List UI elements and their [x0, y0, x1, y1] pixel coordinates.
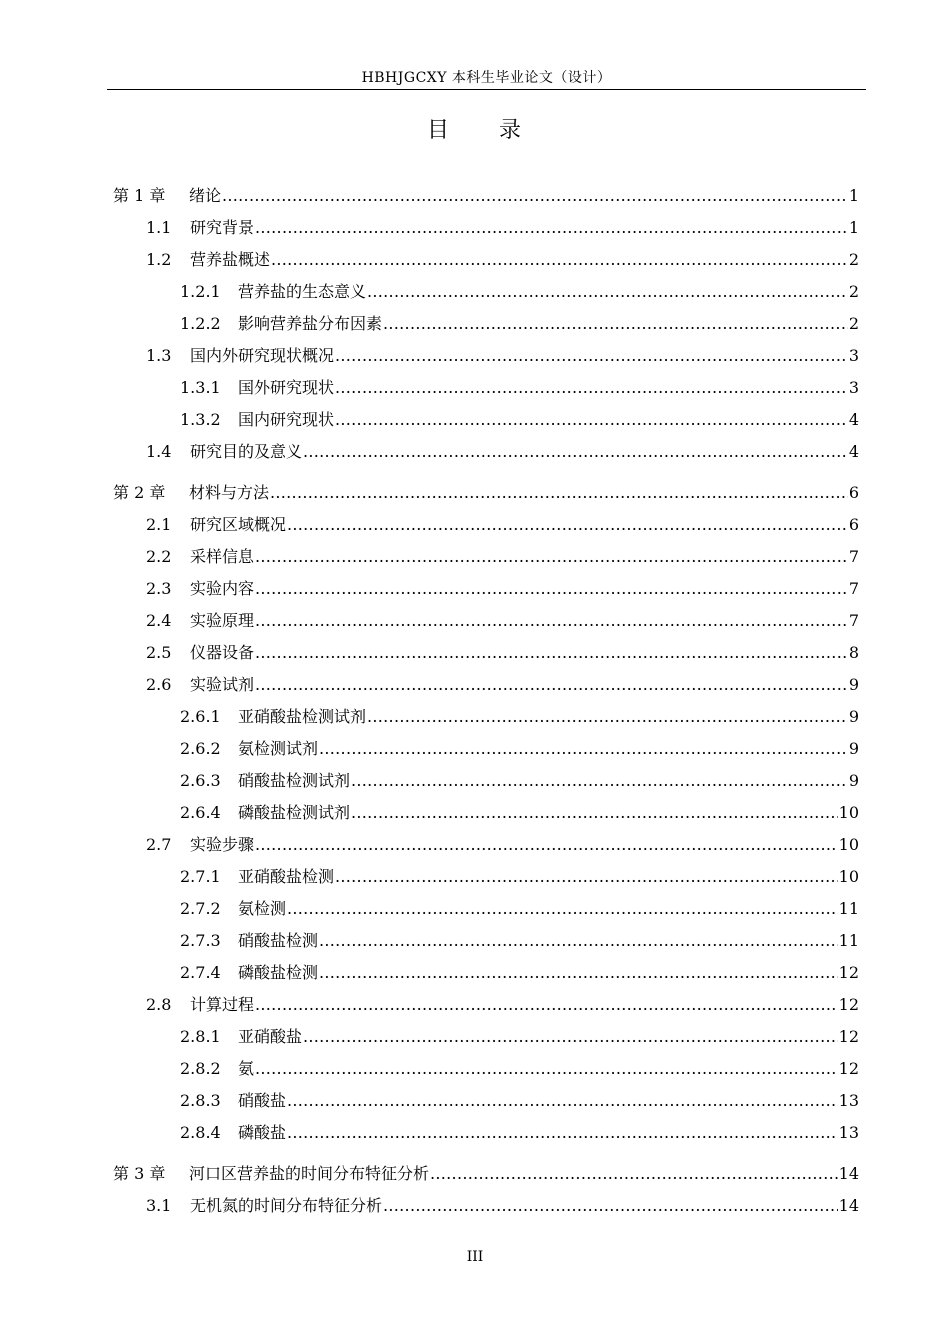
toc-entry[interactable] — [113, 1159, 859, 1185]
toc-entry-page: 11 — [838, 899, 859, 918]
toc-entry-page: 10 — [838, 803, 859, 822]
toc-entry-number: 1.2.2 — [180, 314, 221, 333]
toc-entry[interactable] — [180, 894, 859, 920]
toc-entry-title: 实验试剂 — [190, 675, 255, 694]
toc-entry-title: 氨 — [238, 1059, 255, 1078]
toc-entry-number: 1.3.1 — [180, 378, 221, 397]
toc-entry-title: 河口区营养盐的时间分布特征分析 — [189, 1164, 430, 1183]
toc-entry-page: 12 — [838, 995, 859, 1014]
toc-entry-number: 2.8.1 — [180, 1027, 221, 1046]
toc-entry-number: 2.8.4 — [180, 1123, 221, 1142]
toc-entry-page: 12 — [838, 1059, 859, 1078]
toc-entry[interactable] — [146, 341, 859, 367]
toc-entry[interactable] — [113, 181, 859, 207]
toc-entry-number: 2.1 — [146, 515, 172, 534]
toc-leader-dots — [303, 441, 848, 463]
toc-entry[interactable] — [146, 638, 859, 664]
toc-entry-page: 12 — [838, 1027, 859, 1046]
toc-entry-number: 第 2 章 — [113, 483, 166, 502]
toc-entry-title: 研究区域概况 — [190, 515, 287, 534]
toc-entry[interactable] — [180, 1086, 859, 1112]
toc-leader-dots — [430, 1163, 838, 1185]
toc-entry-title: 国内外研究现状概况 — [190, 346, 335, 365]
toc-entry-title: 实验步骤 — [190, 835, 255, 854]
toc-entry[interactable] — [180, 734, 859, 760]
toc-entry-title: 营养盐的生态意义 — [238, 282, 367, 301]
toc-entry-number: 2.2 — [146, 547, 172, 566]
toc-leader-dots — [335, 377, 848, 399]
toc-entry-number: 1.2.1 — [180, 282, 221, 301]
toc-leader-dots — [335, 866, 838, 888]
page-title: 目 录 — [426, 118, 523, 143]
toc-entry[interactable] — [180, 766, 859, 792]
toc-entry-title: 亚硝酸盐检测 — [238, 867, 335, 886]
toc-leader-dots — [287, 1090, 838, 1112]
toc-entry[interactable] — [146, 437, 859, 463]
toc-entry[interactable] — [146, 213, 859, 239]
toc-leader-dots — [255, 642, 848, 664]
toc-entry-title: 硝酸盐检测 — [238, 931, 319, 950]
toc-leader-dots — [319, 738, 848, 760]
toc-entry[interactable] — [180, 373, 859, 399]
toc-leader-dots — [255, 578, 848, 600]
toc-entry-page: 2 — [848, 314, 859, 333]
running-header: HBHJGCXY 本科生毕业论文（设计） — [361, 70, 612, 86]
toc-leader-dots — [319, 962, 838, 984]
toc-entry-title: 营养盐概述 — [190, 250, 271, 269]
toc-entry-title: 影响营养盐分布因素 — [238, 314, 383, 333]
toc-leader-dots — [383, 1195, 838, 1217]
toc-leader-dots — [255, 994, 838, 1016]
toc-entry-number: 2.6.4 — [180, 803, 221, 822]
toc-entry-title: 氨检测 — [238, 899, 287, 918]
toc-leader-dots — [222, 185, 848, 207]
toc-leader-dots — [319, 930, 838, 952]
toc-entry[interactable] — [180, 926, 859, 952]
toc-entry-page: 9 — [848, 739, 859, 758]
toc-entry[interactable] — [180, 1054, 859, 1080]
toc-entry-page: 7 — [848, 611, 859, 630]
toc-entry-number: 2.7.2 — [180, 899, 221, 918]
toc-entry-title: 氨检测试剂 — [238, 739, 319, 758]
toc-leader-dots — [351, 802, 838, 824]
toc-entry-page: 7 — [848, 547, 859, 566]
toc-entry[interactable] — [146, 574, 859, 600]
toc-entry-page: 13 — [838, 1123, 859, 1142]
toc-entry[interactable] — [146, 542, 859, 568]
toc-leader-dots — [367, 706, 848, 728]
toc-entry-number: 2.6.1 — [180, 707, 221, 726]
toc-entry-title: 研究目的及意义 — [190, 442, 303, 461]
toc-entry-page: 9 — [848, 771, 859, 790]
toc-entry-title: 亚硝酸盐 — [238, 1027, 303, 1046]
toc-entry-number: 1.4 — [146, 442, 172, 461]
toc-entry-page: 2 — [848, 282, 859, 301]
toc-entry-page: 14 — [838, 1196, 859, 1215]
toc-entry-title: 国内研究现状 — [238, 410, 335, 429]
toc-entry[interactable] — [180, 798, 859, 824]
toc-entry[interactable] — [146, 1191, 859, 1217]
toc-entry-page: 4 — [848, 442, 859, 461]
toc-leader-dots — [383, 313, 848, 335]
toc-entry-number: 2.6.3 — [180, 771, 221, 790]
toc-leader-dots — [255, 217, 848, 239]
toc-entry-number: 2.6 — [146, 675, 172, 694]
toc-entry[interactable] — [180, 702, 859, 728]
toc-entry[interactable] — [180, 1118, 859, 1144]
toc-entry[interactable] — [146, 606, 859, 632]
toc-entry[interactable] — [146, 990, 859, 1016]
toc-entry-page: 10 — [838, 867, 859, 886]
toc-entry-page: 2 — [848, 250, 859, 269]
toc-leader-dots — [255, 1058, 838, 1080]
toc-leader-dots — [255, 674, 848, 696]
toc-entry-number: 2.8.2 — [180, 1059, 221, 1078]
toc-entry-page: 14 — [838, 1164, 859, 1183]
toc-entry-page: 10 — [838, 835, 859, 854]
toc-entry-page: 6 — [848, 483, 859, 502]
toc-entry[interactable] — [146, 830, 859, 856]
toc-entry-number: 2.7.4 — [180, 963, 221, 982]
toc-entry-page: 9 — [848, 707, 859, 726]
toc-leader-dots — [351, 770, 848, 792]
toc-entry-title: 亚硝酸盐检测试剂 — [238, 707, 367, 726]
toc-entry-title: 磷酸盐检测试剂 — [238, 803, 351, 822]
toc-entry-title: 研究背景 — [190, 218, 255, 237]
toc-leader-dots — [287, 514, 848, 536]
toc-entry[interactable] — [146, 670, 859, 696]
toc-entry-title: 采样信息 — [190, 547, 255, 566]
toc-entry-page: 6 — [848, 515, 859, 534]
toc-entry-title: 实验内容 — [190, 579, 255, 598]
toc-entry[interactable] — [146, 245, 859, 271]
toc-entry-number: 2.7.1 — [180, 867, 221, 886]
toc-entry[interactable] — [180, 405, 859, 431]
toc-entry-number: 第 3 章 — [113, 1164, 166, 1183]
toc-entry-title: 仪器设备 — [190, 643, 255, 662]
toc-leader-dots — [271, 249, 848, 271]
toc-leader-dots — [335, 345, 848, 367]
toc-entry-number: 2.5 — [146, 643, 172, 662]
toc-entry[interactable] — [146, 510, 859, 536]
toc-entry-page: 9 — [848, 675, 859, 694]
toc-entry[interactable] — [180, 862, 859, 888]
toc-entry-number: 2.7 — [146, 835, 172, 854]
toc-entry-page: 3 — [848, 346, 859, 365]
toc-entry-number: 2.8.3 — [180, 1091, 221, 1110]
toc-entry[interactable] — [113, 478, 859, 504]
toc-entry-title: 硝酸盐 — [238, 1091, 287, 1110]
toc-entry-number: 2.4 — [146, 611, 172, 630]
toc-leader-dots — [255, 610, 848, 632]
toc-entry-page: 1 — [848, 186, 859, 205]
toc-entry-page: 12 — [838, 963, 859, 982]
toc-entry-number: 1.3.2 — [180, 410, 221, 429]
toc-entry-number: 2.3 — [146, 579, 172, 598]
toc-entry-page: 1 — [848, 218, 859, 237]
toc-entry-title: 无机氮的时间分布特征分析 — [190, 1196, 383, 1215]
toc-entry-title: 国外研究现状 — [238, 378, 335, 397]
toc-entry-number: 1.1 — [146, 218, 172, 237]
toc-entry-page: 7 — [848, 579, 859, 598]
toc-leader-dots — [303, 1026, 838, 1048]
toc-entry-title: 绪论 — [189, 186, 222, 205]
toc-entry[interactable] — [180, 958, 859, 984]
toc-entry-number: 1.3 — [146, 346, 172, 365]
toc-leader-dots — [255, 546, 848, 568]
toc-leader-dots — [255, 834, 838, 856]
toc-entry[interactable] — [180, 277, 859, 303]
toc-entry-page: 4 — [848, 410, 859, 429]
toc-entry-title: 磷酸盐 — [238, 1123, 287, 1142]
toc-entry[interactable] — [180, 309, 859, 335]
toc-entry-page: 3 — [848, 378, 859, 397]
page-number: III — [466, 1249, 484, 1265]
toc-entry-number: 1.2 — [146, 250, 172, 269]
toc-leader-dots — [287, 898, 838, 920]
toc-leader-dots — [270, 482, 848, 504]
toc-entry-title: 磷酸盐检测 — [238, 963, 319, 982]
toc-entry-title: 实验原理 — [190, 611, 255, 630]
toc-entry-title: 计算过程 — [190, 995, 255, 1014]
toc-entry-number: 2.6.2 — [180, 739, 221, 758]
toc-entry-number: 2.7.3 — [180, 931, 221, 950]
toc-entry-page: 11 — [838, 931, 859, 950]
toc-leader-dots — [335, 409, 848, 431]
toc-entry-title: 硝酸盐检测试剂 — [238, 771, 351, 790]
toc-entry[interactable] — [180, 1022, 859, 1048]
toc-entry-page: 8 — [848, 643, 859, 662]
toc-entry-page: 13 — [838, 1091, 859, 1110]
toc-leader-dots — [287, 1122, 838, 1144]
toc-entry-number: 3.1 — [146, 1196, 172, 1215]
toc-entry-number: 第 1 章 — [113, 186, 166, 205]
toc-leader-dots — [367, 281, 848, 303]
toc-entry-title: 材料与方法 — [189, 483, 270, 502]
toc-entry-number: 2.8 — [146, 995, 172, 1014]
